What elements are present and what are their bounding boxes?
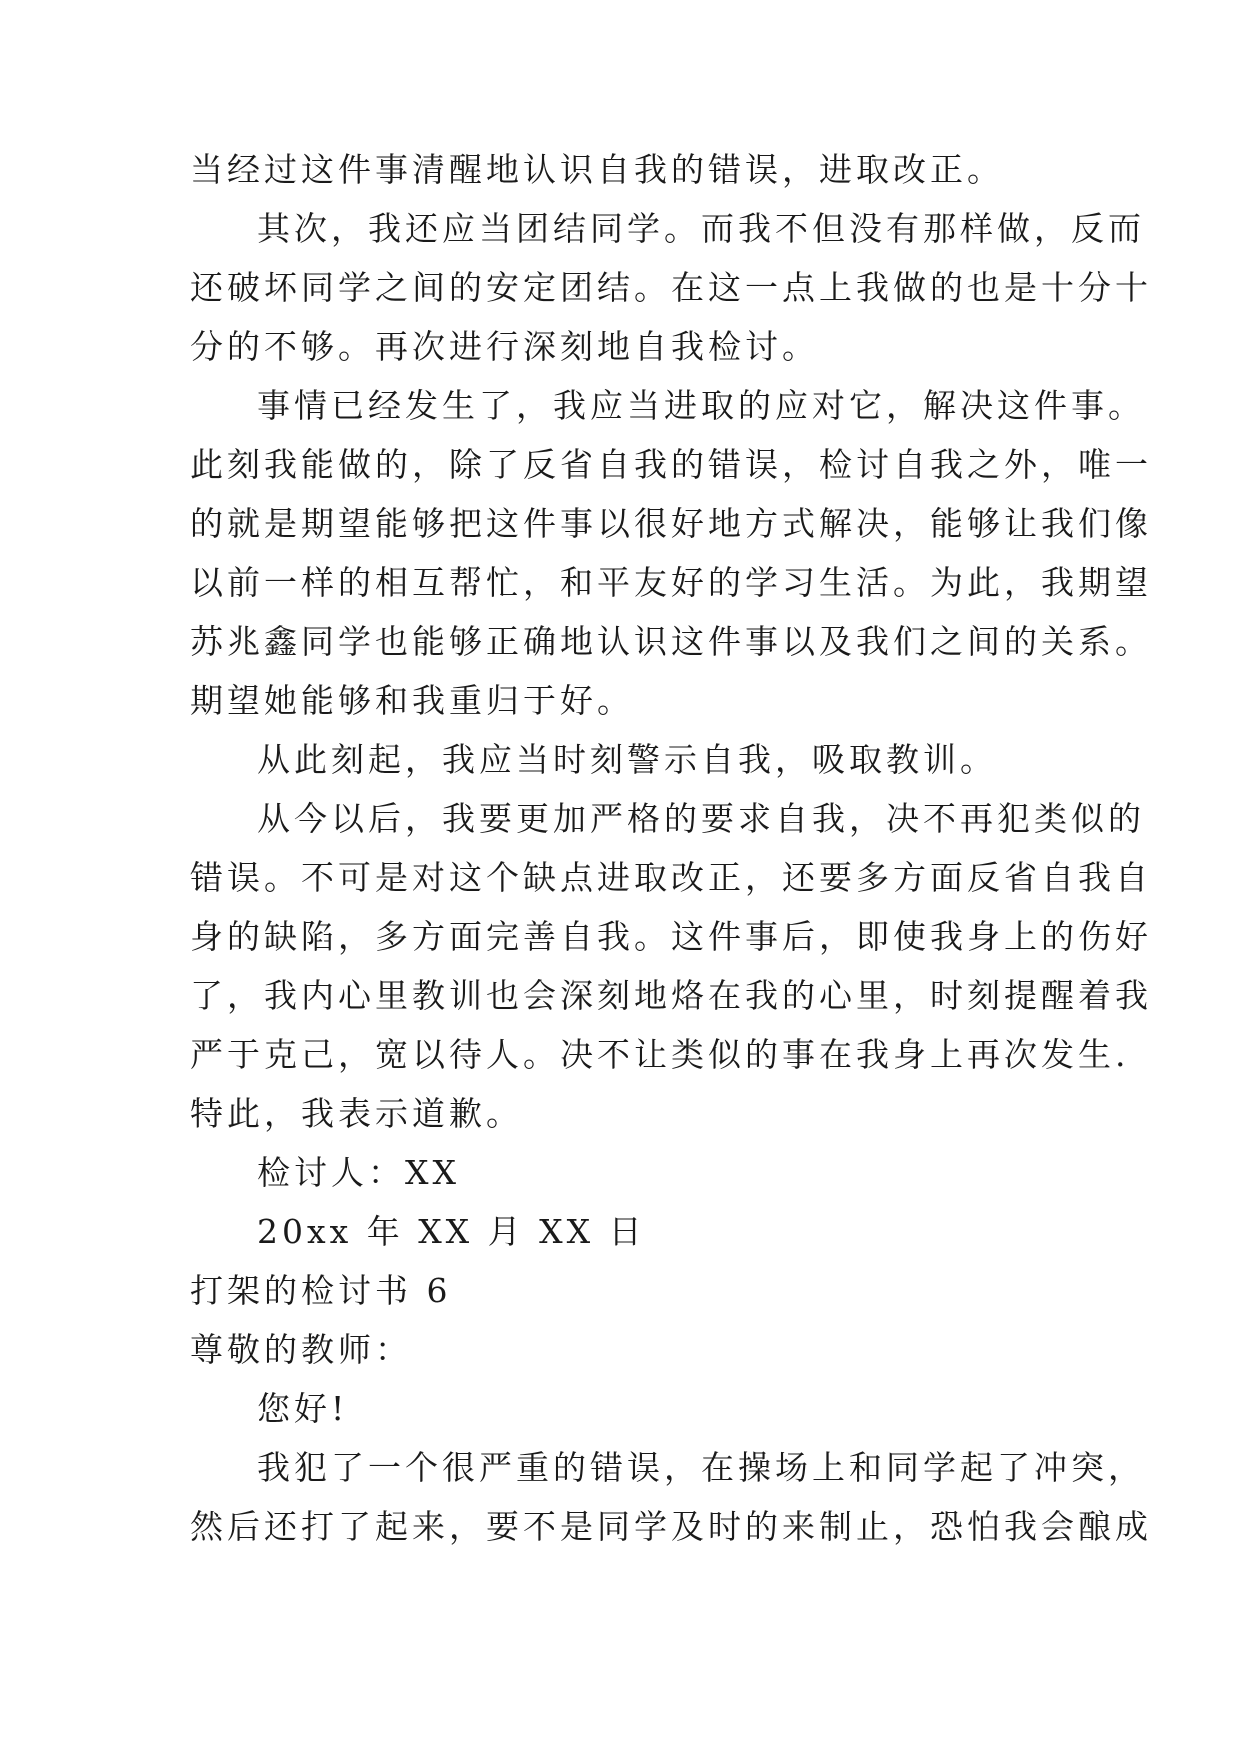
text-line: 分的不够。再次进行深刻地自我检讨。 bbox=[190, 327, 819, 366]
text-line: 此刻我能做的，除了反省自我的错误，检讨自我之外，唯一 bbox=[190, 445, 1152, 484]
signature-line: 检讨人：XX bbox=[257, 1153, 460, 1192]
salutation: 尊敬的教师： bbox=[190, 1330, 412, 1369]
text-line: 了，我内心里教训也会深刻地烙在我的心里，时刻提醒着我 bbox=[190, 976, 1152, 1015]
paragraph-start: 从今以后，我要更加严格的要求自我，决不再犯类似的 bbox=[257, 799, 1145, 838]
text-line: 以前一样的相互帮忙，和平友好的学习生活。为此，我期望 bbox=[190, 563, 1152, 602]
paragraph-start: 我犯了一个很严重的错误，在操场上和同学起了冲突， bbox=[257, 1448, 1145, 1487]
text-line: 苏兆鑫同学也能够正确地认识这件事以及我们之间的关系。 bbox=[190, 622, 1152, 661]
greeting: 您好! bbox=[257, 1389, 349, 1428]
date-line: 20xx 年 XX 月 XX 日 bbox=[257, 1212, 646, 1251]
text-line: 期望她能够和我重归于好。 bbox=[190, 681, 634, 720]
text-line: 的就是期望能够把这件事以很好地方式解决，能够让我们像 bbox=[190, 504, 1152, 543]
text-line: 然后还打了起来，要不是同学及时的来制止，恐怕我会酿成 bbox=[190, 1507, 1152, 1546]
paragraph-start: 事情已经发生了，我应当进取的应对它，解决这件事。 bbox=[257, 386, 1145, 425]
text-line: 错误。不可是对这个缺点进取改正，还要多方面反省自我自 bbox=[190, 858, 1152, 897]
text-line: 当经过这件事清醒地认识自我的错误，进取改正。 bbox=[190, 150, 1004, 189]
paragraph-start: 从此刻起，我应当时刻警示自我，吸取教训。 bbox=[257, 740, 997, 779]
text-line: 身的缺陷，多方面完善自我。这件事后，即使我身上的伤好 bbox=[190, 917, 1152, 956]
text-line: 还破坏同学之间的安定团结。在这一点上我做的也是十分十 bbox=[190, 268, 1152, 307]
text-line: 特此，我表示道歉。 bbox=[190, 1094, 523, 1133]
section-heading: 打架的检讨书 6 bbox=[190, 1271, 452, 1310]
paragraph-start: 其次，我还应当团结同学。而我不但没有那样做，反而 bbox=[257, 209, 1145, 248]
text-line: 严于克己，宽以待人。决不让类似的事在我身上再次发生. bbox=[190, 1035, 1130, 1074]
